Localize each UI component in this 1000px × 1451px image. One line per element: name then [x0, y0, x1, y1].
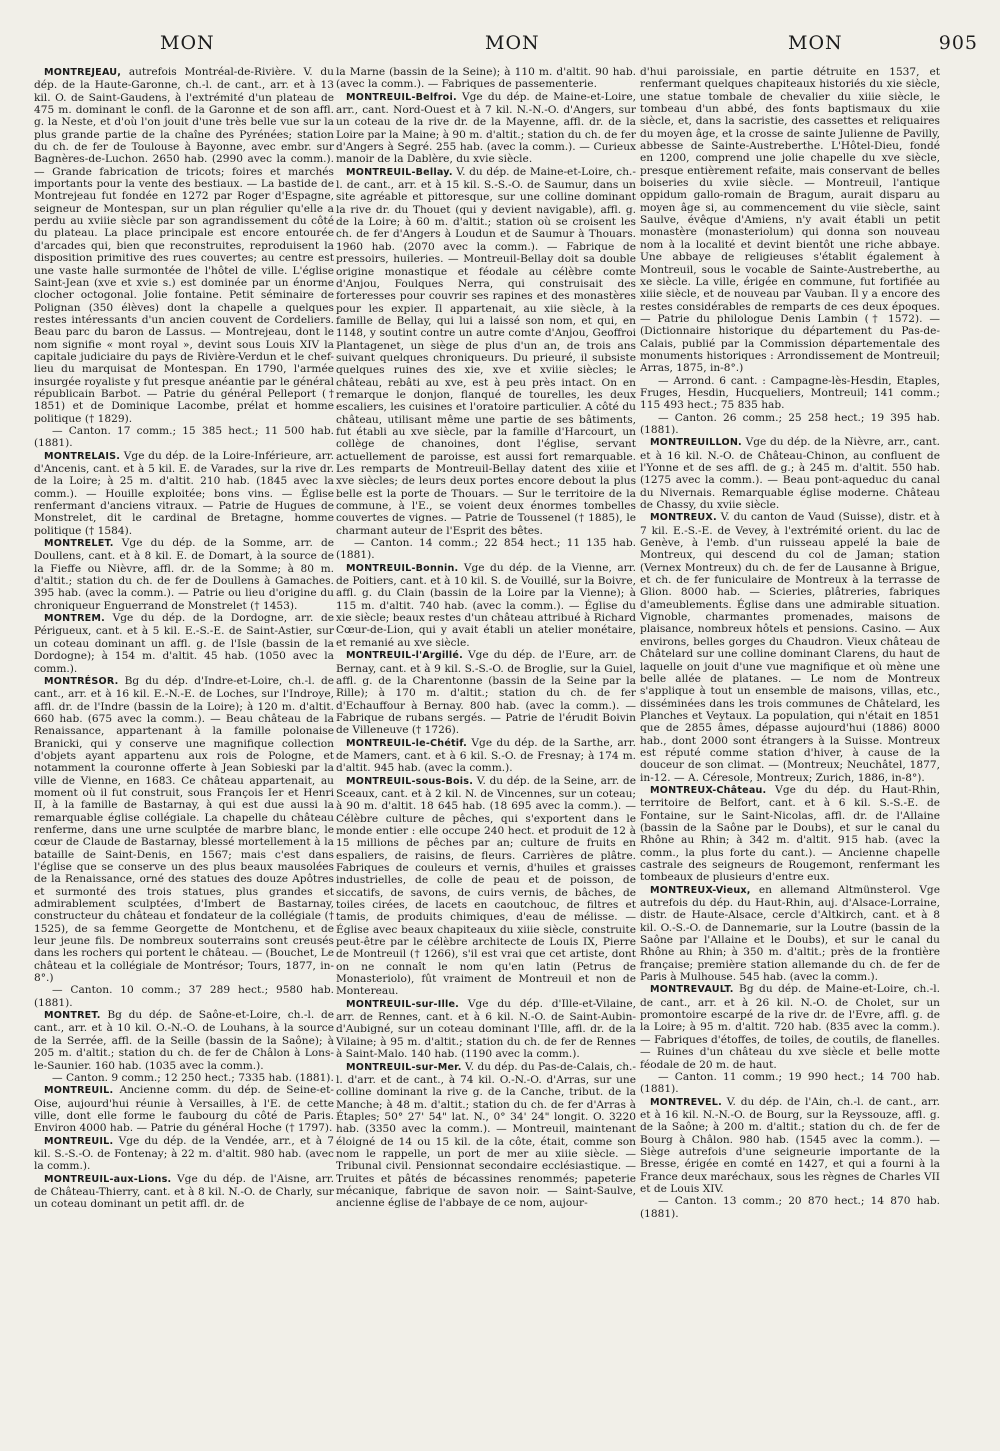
dictionary-entry: [640, 436, 940, 511]
dictionary-entry: [336, 562, 636, 649]
page-number: 905: [938, 32, 978, 54]
entry-text: V. du dép. de Maine-et-Loire, ch.-l. de cant., arr. et à 15 kil. S.-S.-O. de Saumur, dans un site agréable et pittoresque, sur une colline dominant la rive dr. du Thouet (qui y devient navigable), affl. g. de la Loire; à 60 m. d'altit.; station où se croisent les ch. de fer d'Angers à Loudun et de Saumur à Thouars. 1960 hab. (2070 avec la comm.). — Fabrique de pressoirs, huileries. — Montreuil-Bellay doit sa double origine monastique et féodale au célèbre comte d'Anjou, Foulques Nerra, qui construisait des forteresses pour couvrir ses rapines et des monastères pour les expier. Il appartenait, au xiie siècle, à la famille de Bellay, qui lui a laissé son nom, et qui, en 1148, y soutint contre un autre comte d'Anjou, Geoffroi Plantagenet, un siège de plus d'un an, de trois ans suivant quelques chroniqueurs. Du prieuré, il subsiste quelques ruines des xie, xve et xviiie siècles; le château, rebâti au xve, est à peu près intact. On en remarque le donjon, flanqué de tourelles, les deux escaliers, les cuisines et l'oratoire particulier. A côté du château, utilisant même une partie de ses bâtiments, fut établi au xve siècle, par la famille d'Harcourt, un collège de chanoines, dont l'église, servant actuellement de paroisse, est aussi fort remarquable. Les remparts de Montreuil-Bellay datent des xiiie et xve siècles; de leurs deux portes encore debout la plus belle est la porte de Thouars. — Sur le territoire de la commune, à l'E., se voient deux énormes tombelles couvertes de vignes. — Patrie de Toussenel († 1885), le charmant auteur de l'Esprit des bêtes.: [336, 165, 636, 537]
dictionary-entry: [640, 1096, 940, 1196]
entry-text: Bg du dép. de Saône-et-Loire, ch.-l. de cant., arr. et à 10 kil. O.-N.-O. de Louhans, à la source de la Serrée, affl. de la Seille (bassin de la Saône); à 205 m. d'altit.; station du ch. de fer de Châlon à Lons-le-Saunier. 160 hab. (1035 avec la comm.).: [34, 1009, 334, 1072]
dictionary-entry: [336, 1061, 636, 1210]
entry-headword: MONTREUIL-Bonnin.: [346, 562, 459, 574]
entry-text: V. du canton de Vaud (Suisse), distr. et à 7 kil. E.-S.-E. de Vevey, à l'extrémité orient. du lac de Genève, à l'emb. d'un ruisseau appelé la baie de Montreux, qui descend du col de Jaman; station (Vernex Montreux) du ch. de fer de Lausanne à Brigue, et ch. de fer funiculaire de Montreux à la terrasse de Glion. 8000 hab. — Scieries, plâtreries, fabriques d'ameublements. Église dans une admirable situation. Vignoble, charmantes promenades, maisons de plaisance, nombreux hôtels et pensions. Casino. — Aux environs, belles gorges du Chaudron. Vieux château de Châtelard sur une colline dominant Clarens, du haut de laquelle on jouit d'une vue magnifique et où mène une belle allée de platanes. — Le nom de Montreux s'applique à tout un ensemble de maisons, villas, etc., disséminées dans les trois communes de Châtelard, les Planches et Veytaux. La population, qui n'était en 1851 que de 2855 âmes, dépasse aujourd'hui (1886) 8000 hab., dont 2000 sont étrangers à la Suisse. Montreux est réputé comme station d'hiver, à cause de la douceur de son climat. — (Montreux; Neuchâtel, 1877, in-12. — A. Céresole, Montreux; Zurich, 1886, in-8°).: [640, 511, 940, 784]
entry-text: Vge du dép. de l'Eure, arr. de Bernay, cant. et à 9 kil. S.-S.-O. de Broglie, sur la Guiel, affl. g. de la Charentonne (bassin de la Seine par la Rille); à 170 m. d'altit.; station du ch. de fer d'Echauffour à Bernay. 800 hab. (avec la comm.). — Fabrique de rubans sergés. — Patrie de l'érudit Boivin de Villeneuve († 1726).: [336, 649, 636, 737]
entry-text: Vge du dép. de la Somme, arr. de Doullens, cant. et à 8 kil. E. de Domart, à la source de la Fieffe ou Nièvre, affl. dr. de la Somme; à 80 m. d'altit.; station du ch. de fer de Doullens à Gamaches. 395 hab. (avec la comm.). — Patrie ou lieu d'origine du chroniqueur Enguerrand de Monstrelet († 1453).: [34, 537, 334, 612]
canton-statistics: — Canton. 11 comm.; 19 990 hect.; 14 700 hab. (1881).: [640, 1070, 940, 1096]
entry-text: Vge du dép. de la Nièvre, arr., cant. et à 16 kil. N.-O. de Château-Chinon, au confluent de l'Yonne et de ses affl. de g.; à 245 m. d'altit. 550 hab. (1275 avec la comm.). — Beau pont-aqueduc du canal du Nivernais. Remarquable église moderne. Château de Chassy, du xviie siècle.: [640, 436, 940, 512]
dictionary-entry: [34, 66, 334, 425]
entry-headword: MONTRET.: [44, 1010, 101, 1022]
entry-headword: MONTREM.: [44, 613, 106, 625]
entry-headword: MONTREUIL-l'Argillé.: [346, 650, 463, 662]
text-column-3: [640, 66, 940, 1441]
canton-statistics: — Arrond. 6 cant. : Campagne-lès-Hesdin, Etaples, Fruges, Hesdin, Hucqueliers, Montreuil; 141 comm.; 115 493 hect.; 75 835 hab.: [640, 374, 940, 412]
dictionary-entry: [336, 775, 636, 998]
entry-text: Bg du dép. d'Indre-et-Loire, ch.-l. de cant., arr. et à 16 kil. E.-N.-E. de Loches, sur l'Indroye, affl. dr. de l'Indre (bassin de la Loire); à 120 m. d'altit. 660 hab. (675 avec la comm.). — Beau château de la Renaissance, appartenant à la famille polonaise Branicki, qui y conserve une magnifique collection d'objets ayant appartenu aux rois de Pologne, et notamment la couronne offerte à Jean Sobieski par la ville de Vienne, en 1683. Ce château appartenait, au moment où il fut construit, sous François Ier et Henri II, à la famille de Bastarnay, à qui est due aussi la remarquable église collégiale. La chapelle du château renferme, dans une urne sculptée de marbre blanc, le cœur de Claude de Bastarnay, blessé mortellement à la bataille de Saint-Denis, en 1567; mais c'est dans l'église que se conserve un des plus beaux mausolées de la Renaissance, orné des statues des douze Apôtres et surmonté des trois statues, plus grandes et admirablement sculptées, d'Imbert de Bastarnay, constructeur du château et fondateur de la collégiale († 1525), de sa femme Georgette de Montchenu, et de leur jeune fils. De nombreux souterrains sont creusés dans les rochers qui portent le château. — (Bouchet, Le château et la collégiale de Montrésor; Tours, 1877, in-8°.): [34, 674, 334, 985]
entry-text: Vge du dép. de la Dordogne, arr. de Périgueux, cant. et à 5 kil. E.-S.-E. de Saint-Astier, sur un coteau dominant un affl. g. de l'Isle (bassin de la Dordogne); à 154 m. d'altit. 45 hab. (1050 avec la comm.).: [34, 612, 334, 675]
entry-text: Vge du dép. du Haut-Rhin, territoire de Belfort, cant. et à 6 kil. S.-S.-E. de Fontaine, sur le Saint-Nicolas, affl. dr. de l'Allaine (bassin de la Saône par le Doubs), et sur le canal du Rhône au Rhin; à 342 m. d'altit. 915 hab. (avec la comm., la plus forte du cant.). — Ancienne chapelle castrale des seigneurs de Rougemont, renfermant les tombeaux de plusieurs d'entre eux.: [640, 783, 940, 884]
text-column-2: [336, 66, 636, 1441]
canton-statistics: — Canton. 9 comm.; 12 250 hect.; 7335 hab. (1881).: [52, 1071, 334, 1084]
entry-headword: MONTREVEL.: [650, 1096, 722, 1108]
canton-statistics: — Canton. 10 comm.; 37 289 hect.; 9580 hab. (1881).: [34, 984, 334, 1009]
header-right-word: MON: [788, 32, 843, 54]
continued-entry: [336, 66, 636, 91]
header-center-word: MON: [485, 32, 540, 54]
entry-text: la Marne (bassin de la Seine); à 110 m. d'altit. 90 hab. (avec la comm.). — Fabriques de passementerie.: [336, 66, 636, 91]
dictionary-entry: [34, 612, 334, 675]
continued-entry: [640, 66, 940, 375]
entry-headword: MONTREUX.: [650, 512, 717, 524]
entry-headword: MONTREUX-Vieux,: [650, 884, 751, 896]
entry-text: Vge du dép. de l'Aisne, arr. de Château-Thierry, cant. et à 8 kil. N.-O. de Charly, sur un coteau dominant un petit affl. dr. de: [34, 1172, 334, 1211]
dictionary-entry: [34, 1135, 334, 1173]
entry-headword: MONTREUIL-sur-Ille.: [346, 998, 460, 1010]
entry-headword: MONTREUIL-le-Chétif.: [346, 737, 467, 749]
entry-headword: MONTREUIL.: [44, 1085, 114, 1097]
dictionary-entry: [34, 450, 334, 537]
dictionary-entry: [34, 537, 334, 612]
running-header: [40, 32, 978, 56]
dictionary-entry: [640, 784, 940, 884]
entry-headword: MONTRELET.: [44, 538, 114, 550]
entry-text: Bg du dép. de Maine-et-Loire, ch.-l. de cant., arr. et à 26 kil. N.-O. de Cholet, sur un promontoire escarpé de la rive dr. de l'Evre, affl. g. de la Loire; à 95 m. d'altit. 720 hab. (835 avec la comm.). — Fabriques d'étoffes, de toiles, de coutils, de flanelles. — Ruines d'un château du xve siècle et belle motte féodale de 20 m. de haut.: [640, 983, 940, 1071]
dictionary-entry: [34, 1009, 334, 1072]
entry-headword: MONTREVAULT.: [650, 984, 734, 996]
dictionary-entry: [640, 884, 940, 984]
entry-headword: MONTREUILLON.: [650, 437, 742, 449]
entry-headword: MONTREJEAU,: [44, 67, 122, 78]
entry-text: V. du dép. de la Seine, arr. de Sceaux, cant. et à 2 kil. N. de Vincennes, sur un coteau; à 90 m. d'altit. 18 645 hab. (18 695 avec la comm.). — Célèbre culture de pêches, qui s'exportent dans le monde entier : elle occupe 240 hect. et produit de 12 à 15 millions de pêches par an; culture de fruits en espaliers, de raisins, de fleurs. Carrières de plâtre. Fabriques de couleurs et vernis, d'huiles et graisses industrielles, de colle de peau et de poisson, de siccatifs, de savons, de cuirs vernis, de bâches, de toiles cirées, de lacets en caoutchouc, de filtres et tamis, de produits chimiques, d'eau de mélisse. — Église avec beaux chapiteaux du xiiie siècle, construite peut-être par le célèbre architecte de Louis IX, Pierre de Montreuil († 1266), s'il est vrai que cet artiste, dont on ne connaît le nom qu'en latin (Petrus de Monasteriolo), fût vraiment de Montreuil et non de Montereau.: [336, 774, 636, 998]
entry-text: Vge du dép. de Maine-et-Loire, arr., cant. Nord-Ouest et à 7 kil. N.-N.-O. d'Angers, sur un coteau de la rive dr. de la Mayenne, affl. dr. de la Loire par la Maine; à 90 m. d'altit.; station du ch. de fer d'Angers à Segré. 255 hab. (avec la comm.). — Curieux manoir de la Dablère, du xvie siècle.: [336, 90, 636, 166]
dictionary-entry: [336, 649, 636, 736]
dictionary-entry: [34, 1173, 334, 1211]
canton-statistics: — Canton. 26 comm.; 25 258 hect.; 19 395 hab. (1881).: [640, 411, 940, 436]
entry-text: V. du dép. de l'Ain, ch.-l. de cant., arr. et à 16 kil. N.-N.-O. de Bourg, sur la Reyssouze, affl. g. de la Saône; à 200 m. d'altit.; station du ch. de fer de Bourg à Châlon. 980 hab. (1545 avec la comm.). — Siège autrefois d'une seigneurie importante de la Bresse, érigée en comté en 1427, et qui a fourni à la France deux maréchaux, sous les règnes de Charles VII et de Louis XIV.: [640, 1095, 940, 1195]
dictionary-entry: [336, 998, 636, 1061]
text-column-1: [34, 66, 334, 1441]
entry-headword: MONTREUIL-aux-Lions.: [44, 1173, 172, 1185]
entry-text: d'hui paroissiale, en partie détruite en 1537, et renfermant quelques chapiteaux historiés du xie siècle, une statue tombale de chevalier du xiiie siècle, le tombeau d'un abbé, des fonts baptismaux du xiie siècle, et, dans la sacristie, des cassettes et reliquaires du moyen âge, et la crosse de sainte Julienne de Pavilly, abbesse de Sainte-Austreberthe. L'Hôtel-Dieu, fondé en 1200, comprend une jolie chapelle du xve siècle, presque entièrement refaite, mais conservant de belles boiseries du xviie siècle. — Montreuil, l'antique oppidum gallo-romain de Bragum, aurait disparu au moyen âge si, au commencement du viie siècle, saint Saulve, évêque d'Amiens, n'y avait établi un petit monastère (monasteriolum) qui donna son nouveau nom à la localité et devint bientôt une riche abbaye. Une abbaye de religieuses s'établit également à Montreuil, sous le vocable de Sainte-Austreberthe, au xe siècle. La ville, érigée en commune, fut fortifiée au xiiie siècle, et de nouveau par Vauban. Il y a encore des restes considérables de remparts de ces deux époques. — Patrie du philologue Denis Lambin († 1572). — (Dictionnaire historique du département du Pas-de-Calais, publié par la Commission départementale des monuments historiques : Arrondissement de Montreuil; Arras, 1875, in-8°.): [640, 66, 940, 375]
canton-statistics: — Canton. 17 comm.; 15 385 hect.; 11 500 hab. (1881).: [34, 424, 334, 450]
dictionary-entry: [336, 166, 636, 537]
canton-statistics: — Canton. 14 comm.; 22 854 hect.; 11 135 hab. (1881).: [336, 537, 636, 562]
entry-text: Vge du dép. de la Sarthe, arr. de Mamers, cant. et à 6 kil. S.-O. de Fresnay; à 174 m. d'altit. 945 hab. (avec la comm.).: [336, 736, 636, 775]
entry-headword: MONTREUIL-Bellay.: [346, 166, 453, 178]
entry-text: en allemand Altmünsterol. Vge autrefois du dép. du Haut-Rhin, auj. d'Alsace-Lorraine, distr. de Haute-Alsace, cercle d'Altkirch, cant. et à 8 kil. O.-S.-O. de Dannemarie, sur la Loutre (bassin de la Saône par l'Allaine et le Doubs), et sur le canal du Rhône au Rhin; à 350 m. d'altit.; près de la frontière française; première station allemande du ch. de fer de Paris à Mulhouse. 545 hab. (avec la comm.).: [640, 883, 940, 984]
entry-headword: MONTRÉSOR.: [44, 675, 119, 687]
canton-statistics: — Canton. 13 comm.; 20 870 hect.; 14 870 hab. (1881).: [640, 1195, 940, 1220]
entry-headword: MONTRELAIS.: [44, 450, 121, 462]
dictionary-entry: [336, 91, 636, 166]
entry-text: Vge du dép. d'Ille-et-Vilaine, arr. de Rennes, cant. et à 6 kil. N.-O. de Saint-Aubin-d'Aubigné, sur un coteau dominant l'Ille, affl. dr. de la Vilaine; à 95 m. d'altit.; station du ch. de fer de Rennes à Saint-Malo. 140 hab. (1190 avec la comm.).: [336, 997, 636, 1061]
dictionary-entry: [640, 983, 940, 1070]
dictionary-entry: [34, 675, 334, 985]
entry-text: Ancienne comm. du dép. de Seine-et-Oise, aujourd'hui réunie à Versailles, à l'E. de cette ville, dont elle forme le faubourg du côté de Paris. Environ 4000 hab. — Patrie du général Hoche († 1797).: [34, 1084, 334, 1135]
entry-text: Vge du dép. de la Vienne, arr. de Poitiers, cant. et à 10 kil. S. de Vouillé, sur la Boivre, affl. g. du Clain (bassin de la Loire par la Vienne); à 115 m. d'altit. 740 hab. (avec la comm.). — Église du xie siècle; beaux restes d'un château attribué à Richard Cœur-de-Lion, qui y avait établi un atelier monétaire, et remanié au xve siècle.: [336, 561, 636, 649]
dictionary-entry: [640, 511, 940, 784]
entry-headword: MONTREUIL-sur-Mer.: [346, 1061, 462, 1073]
entry-text: Vge du dép. de la Vendée, arr., et à 7 kil. S.-S.-O. de Fontenay; à 22 m. d'altit. 980 hab. (avec la comm.).: [34, 1134, 334, 1173]
entry-text: autrefois Montréal-de-Rivière. V. du dép. de la Haute-Garonne, ch.-l. de cant., arr. et à 13 kil. O. de Saint-Gaudens, à l'extrémité d'un plateau de 475 m. dominant le confl. de la Garonne et de son affl. g. la Neste, et d'où l'on jouit d'une très belle vue sur la plus grande partie de la chaîne des Pyrénées; station du ch. de fer de Toulouse à Bayonne, avec embr. sur Bagnères-de-Luchon. 2650 hab. (2990 avec la comm.). — Grande fabrication de tricots; foires et marchés importants pour la vente des bestiaux. — La bastide de Montrejeau fut fondée en 1272 par Roger d'Espagne, seigneur de Montespan, sur un plan régulier qu'elle a perdu au xviiie siècle par son agrandissement du côté du plateau. La place principale est encore entourée d'arcades qui, bien que reconstruites, reproduisent la disposition primitive des rues couvertes; au centre est une vaste halle surmontée de l'hôtel de ville. L'église Saint-Jean (xve et xvie s.) est dominée par un énorme clocher octogonal. Jolie fontaine. Petit séminaire de Polignan (350 élèves) dont la chapelle a quelques restes intéressants d'un ancien couvent de Cordeliers. Beau parc du baron de Lassus. — Montrejeau, dont le nom signifie « mont royal », devint sous Louis XIV la capitale judiciaire du pays de Rivière-Verdun et le chef-lieu du marquisat de Montespan. En 1790, l'armée insurgée royaliste y fut presque anéantie par le général républicain Barbot. — Patrie du général Pelleport († 1851) et de Dominique Lacombe, prélat et homme politique († 1829).: [34, 66, 334, 425]
entry-text: V. du dép. du Pas-de-Calais, ch.-l. d'arr. et de cant., à 74 kil. O.-N.-O. d'Arras, sur une colline dominant la rive g. de la Canche, tribut. de la Manche; à 48 m. d'altit.; station du ch. de fer d'Arras à Étaples; 50° 27' 54" lat. N., 0° 34' 24" longit. O. 3220 hab. (3350 avec la comm.). — Montreuil, maintenant éloigné de 14 ou 15 kil. de la côte, était, comme son nom le rappelle, un port de mer au xiiie siècle. — Tribunal civil. Pensionnat secondaire ecclésiastique. — Truites et pâtés de bécassines renommés; papeterie mécanique, fabrique de savon noir. — Saint-Saulve, ancienne église de l'abbaye de ce nom, aujour-: [336, 1060, 636, 1210]
entry-headword: MONTREUIL-sous-Bois.: [346, 775, 474, 787]
dictionary-entry: [336, 737, 636, 775]
entry-headword: MONTREUIL.: [44, 1135, 114, 1147]
entry-headword: MONTREUIL-Belfroi.: [346, 91, 457, 103]
header-left-word: MON: [160, 32, 215, 54]
dictionary-entry: [34, 1084, 334, 1134]
entry-headword: MONTREUX-Château.: [650, 784, 767, 796]
entry-text: Vge du dép. de la Loire-Inférieure, arr. d'Ancenis, cant. et à 5 kil. E. de Varades, sur la rive dr. de la Loire; à 25 m. d'altit. 210 hab. (1845 avec la comm.). — Houille exploitée; bons vins. — Église renfermant d'anciens vitraux. — Patrie de Hugues de Monstrelet, dit le cardinal de Bretagne, homme politique († 1584).: [34, 449, 334, 537]
